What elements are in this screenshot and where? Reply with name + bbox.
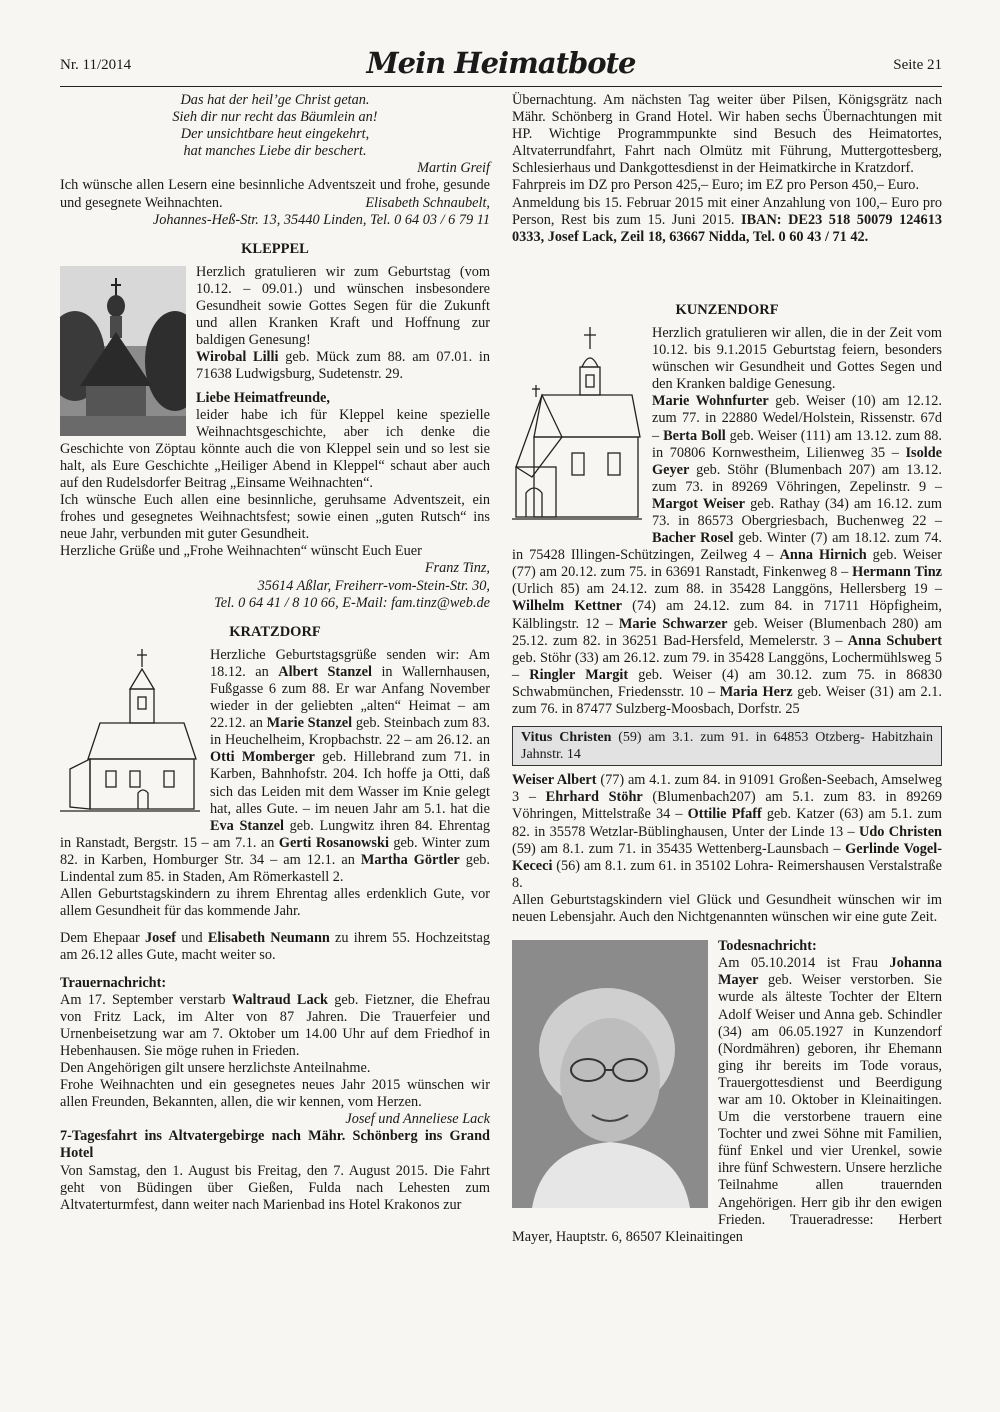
birthday-name: Margot Weiser <box>652 495 745 512</box>
birthday-name: Marie Stanzel <box>266 715 353 732</box>
kleppel-church-photo <box>60 266 186 436</box>
obituary-photo <box>512 940 708 1208</box>
section-title-kratzdorf: KRATZDORF <box>229 623 321 640</box>
trauer-p2: Den Angehörigen gilt unsere herzlichste Anteilnahme. <box>60 1059 371 1076</box>
spacer <box>512 246 942 290</box>
deceased-name: Waltraud Lack <box>231 991 328 1008</box>
text: geb. Winter (7) am 18.12. zum 74. in 75428 Illingen-Schützingen, Zeilweg 4 – <box>512 530 943 564</box>
page-number: Seite 21 <box>893 57 942 73</box>
birthday-name: Bacher Rosel <box>652 530 734 547</box>
text: geb. Weiser verstorben. Sie wurde als älteste Tochter der Eltern Adolf Weiser und Anna geb. Schindler (34) am 06.05.1927 in Kunzendorf (Nordmähren) geboren, ihr Ehemann ging ihr bereits im Tode voraus, Trauergottesdienst und Beerdigung war am 10. Oktober in Kleinaitingen. Um die verstorbene trauern eine Tochter und zwei Söhne mit Familien, fünf Enkel und vier Urenkel, sowie ihre fünf Schwestern. Unsere herzliche Teilnahme allen trauernden Angehörigen. Herr gib ihr den ewigen Frieden. Traueradresse: Herbert Mayer, Hauptstr. 6, 86507 Kleinaitingen <box>512 972 942 1245</box>
text: geb. Weiser (4) am 30.12. zum 75. in 86830 Schwabmünchen, Friedensstr. 10 – <box>512 666 942 700</box>
text: geb. Weiser (111) am 13.12. zum 88. in 70806 Kornwestheim, Lilienweg 35 – <box>652 427 942 461</box>
kleppel-letter-p2: Ich wünsche Euch allen eine besinnliche, geruhsame Adventszeit, ein frohes und gesegnetes Weihnachtsfest; sowie einen „guten Rutsch“ ins neue Jahr, verbunden mit guter Gesundheit. <box>60 492 490 543</box>
trauer-p3: Frohe Weihnachten und ein gesegnetes neues Jahr 2015 wünschen wir allen Freunden, Bekannten, allen, die wir kennen, vom Herzen. <box>60 1077 490 1111</box>
text: Herzliche Geburtstagsgrüße senden wir: Am 18.12. an <box>210 646 490 680</box>
text: geb. Katzer (63) am 5.1. zum 82. in 35578 Wetzlar-Büblinghausen, Unter der Linde 13 – <box>512 806 943 840</box>
greeting-signature: Elisabeth Schnaubelt, <box>365 194 490 211</box>
masthead-logo: Mein Heimatbote <box>366 46 636 80</box>
spacer <box>512 926 942 938</box>
text: in Wallernhausen, Fußgasse 6 zum 88. Er war Anfang November wieder in der geliebten „alten“ Heimat – am 22.12. an <box>210 663 491 732</box>
text: (74) am 24.12. zum 84. in 71711 Höpfigheim, Kälblingstr. 12 – <box>512 598 942 632</box>
text: geb. Weiser (10) am 12.12. zum 77. in 22880 Wedel/Holstein, Rissenstr. 67d – <box>652 393 942 444</box>
text: Am 17. September verstarb <box>60 991 232 1008</box>
birthday-name: Anna Schubert <box>847 632 942 649</box>
text: geb. Winter zum 82. in Karben, Homburger Str. 34 – am 12.1. an <box>60 834 490 868</box>
birthday-name: Wirobal Lilli <box>196 349 279 366</box>
text: geb. Lindental zum 85. in Staden, Am Römerkastell 2. <box>60 851 491 886</box>
kleppel-letter-heading: Liebe Heimatfreunde, <box>196 389 330 406</box>
birthday-name: Gerlinde Vogel-Kececi <box>512 840 942 874</box>
kleppel-sig-contact: Tel. 0 64 41 / 8 10 66, E-Mail: fam.tinz@web.de <box>214 594 490 611</box>
section-title-kunzendorf: KUNZENDORF <box>675 301 779 318</box>
text: Anmeldung bis 15. Februar 2015 mit einer Anzahlung von 100,– Euro pro Person, Rest bis zum 15. Juni 2015. <box>512 194 942 228</box>
birthday-name: Ottilie Pfaff <box>687 806 762 823</box>
church-photo-icon <box>60 266 186 436</box>
kratzdorf-anniversary <box>60 930 490 964</box>
text: geb. Stöhr (33) am 26.12. zum 79. in 35428 Langgöns, Lochermühlsweg 5 – <box>512 649 942 683</box>
text: geb. Stöhr (Blumenbach 207) am 13.12. zum 73. in 89269 Vöhringen, Zepelinstr. 9 – <box>652 461 942 495</box>
text: geb. Fietzner, die Ehefrau von Fritz Lack, im Alter von 87 Jahren. Die Trauerfeier und Urnenbeisetzung war am 7. Oktober um 14.00 Uhr auf dem Friedhof in Hebenhausen. Sie möge ruhen in Frieden. <box>60 991 490 1059</box>
text: geb. Hillebrand zum 71. in Karben, Bahnhofstr. 204. Ich hoffe ja Otti, daß sich das Leiden mit dem Wasser im Knie gelegt hat, alles Gute. – im neuen Jahr am 5.1. hat die <box>210 749 490 817</box>
page-header <box>60 46 942 87</box>
kratzdorf-church-drawing <box>60 649 200 819</box>
greeting-address: Johannes-Heß-Str. 13, 35440 Linden, Tel. 0 64 03 / 6 79 11 <box>152 211 490 228</box>
birthday-name: Vitus Christen <box>521 730 612 746</box>
trauer-p1 <box>60 992 490 1060</box>
trip-registration <box>512 195 942 246</box>
portrait-photo-icon <box>512 940 708 1208</box>
poem-line: hat manches Liebe dir beschert. <box>183 143 367 160</box>
kunzendorf-closing: Allen Geburtstagskindern viel Glück und Gesundheit wünschen wir im neuen Lebensjahr. Auch den Nichtgenannten wünschen wir eine gute Zeit. <box>512 891 942 926</box>
greeting-body: Ich wünsche allen Lesern eine besinnliche Adventszeit und frohe, gesunde und gesegnete Weihnachten. <box>60 177 490 211</box>
text: (59) am 8.1. zum 71. in 35435 Wettenberg-Launsbach – <box>512 840 846 857</box>
left-column <box>60 92 490 1214</box>
church-drawing-icon <box>60 649 200 819</box>
birthday-name: Marie Wohnfurter <box>652 393 769 410</box>
text: (Urlich 85) am 24.12. zum 88. in 35428 Langgöns, Hellersberg 19 – <box>512 581 942 598</box>
kratzdorf-closing: Allen Geburtstagskindern zu ihrem Ehrentag alles erdenklich Gute, vor allem Gesundheit für das kommende Jahr. <box>60 886 490 920</box>
text: Am 05.10.2014 ist Frau <box>718 955 890 972</box>
deceased-name: Johanna Mayer <box>718 955 942 989</box>
birthday-name: Berta Boll <box>663 427 726 444</box>
right-column <box>512 92 942 1246</box>
birthday-name: Marie Schwarzer <box>618 615 728 632</box>
trauer-signature: Josef und Anneliese Lack <box>345 1111 490 1128</box>
trip-heading: 7-Tagesfahrt ins Altvatergebirge nach Mähr. Schönberg ins Grand Hotel <box>60 1128 490 1162</box>
trip-price: Fahrpreis im DZ pro Person 425,– Euro; im EZ pro Person 450,– Euro. <box>512 177 920 194</box>
poem <box>60 92 490 177</box>
text: geb. Steinbach zum 83. in Heuchelheim, Kropbachstr. 22 – am 26.12. an <box>210 715 490 749</box>
text: geb. Weiser (31) am 2.1. zum 76. in 87477 Sulzberg-Moosbach, Dorfstr. 25 <box>512 683 942 717</box>
poem-line: Sieh dir nur recht das Bäumlein an! <box>172 109 378 126</box>
birthday-name: Hermann Tinz <box>852 564 942 581</box>
text: (56) am 8.1. zum 61. in 35102 Lohra- Reimershausen Verstalstraße 8. <box>512 857 942 891</box>
section-title-kleppel: KLEPPEL <box>241 240 309 257</box>
trip-p1-continued: Übernachtung. Am nächsten Tag weiter über Pilsen, Königsgrätz nach Mähr. Schönberg in Grand Hotel. Wir haben sechs Übernachtungen mit HP. Wichtige Programmpunkte sind Besuch des Heimatortes, Altvaterrundfahrt, Fahrt nach Olmütz mit Führung, Muttergottesberg, Schlesierhaus und Dankgottesdienst in der Heimatkirche in Kratzdorf. <box>512 92 942 177</box>
text: geb. Rathay (34) am 16.12. zum 73. in 86573 Obergriesbach, Buchenweg 22 – <box>652 495 942 529</box>
kunzendorf-intro: Herzlich gratulieren wir allen, die in der Zeit vom 10.12. bis 9.1.2015 Geburtstag feiern, besonders wünschen wir Gesundheit und Gottes Segen und den Kranken baldige Genesung. <box>652 324 942 393</box>
highlight-box <box>512 726 942 766</box>
kunzendorf-birthdays-january <box>512 772 942 892</box>
poem-author: Martin Greif <box>417 160 490 177</box>
text: (59) am 3.1. zum 91. in 64853 Otzberg- Habitzhain Jahnstr. 14 <box>521 730 933 763</box>
church-drawing-icon <box>512 327 642 532</box>
text: zu ihrem 55. Hochzeitstag am 26.12 alles Gute, macht weiter so. <box>60 930 491 964</box>
greeting-text <box>60 177 490 211</box>
obituary-heading: Todesnachricht: <box>718 938 817 955</box>
text: (77) am 4.1. zum 84. in 91091 Großen-Seebach, Amselweg 3 – <box>512 772 943 806</box>
kleppel-letter-p1: leider habe ich für Kleppel keine spezielle Weihnachtsgeschichte, aber ich denke die Geschichte von Zöptau könnte auch die von Kleppel sein und so lest sie halt, als Eure Geschichte „Heiliger Abend in Kleppel“ schaut aber auch auf den Rudelsdorfer Beitrag „Einsame Weihnachten“. <box>60 406 490 491</box>
text: und <box>176 930 208 947</box>
birthday-name: Wilhelm Kettner <box>512 598 622 615</box>
kleppel-signature: Franz Tinz, <box>424 560 490 577</box>
text: (Blumenbach207) am 5.1. zum 83. in 89269 Vöhringen, Mittelstraße 34 – <box>512 789 942 823</box>
poem-line: Das hat der heil’ge Christ getan. <box>180 92 370 108</box>
birthday-name: Ringler Margit <box>529 666 629 683</box>
text: geb. Weiser (77) am 20.12. zum 75. in 63691 Ranstadt, Finkenweg 8 – <box>512 547 942 581</box>
kleppel-sig-address: 35614 Aßlar, Freiherr-vom-Stein-Str. 30, <box>257 577 490 594</box>
birthday-name: Martha Görtler <box>360 851 460 868</box>
bank-details: IBAN: DE23 518 50079 124613 0333, Josef Lack, Zeil 18, 63667 Nidda, Tel. 0 60 43 / 71 42. <box>512 211 943 245</box>
text: geb. Weiser (Blumenbach 280) am 25.12. zum 82. in 36251 Bad-Hersfeld, Memelerstr. 3 – <box>512 615 942 649</box>
birthday-name: Gerti Rosanowski <box>278 834 389 851</box>
couple-name: Elisabeth Neumann <box>207 930 330 947</box>
birthday-name: Udo Christen <box>859 823 942 840</box>
birthday-name: Otti Momberger <box>210 749 315 766</box>
kleppel-intro: Herzlich gratulieren wir zum Geburtstag (vom 10.12. – 09.01.) und wünschen insbesondere Gesundheit sowie Gottes Segen für die Zukunft und allen Kranken Kraft und Hoffnung zur baldigen Genesung! <box>196 263 490 349</box>
birthday-name: Isolde Geyer <box>652 444 942 478</box>
birthday-name: Anna Hirnich <box>779 547 867 564</box>
kleppel-letter-p3: Herzliche Grüße und „Frohe Weihnachten“ wünscht Euch Euer <box>60 543 422 560</box>
trip-p1: Von Samstag, den 1. August bis Freitag, den 7. August 2015. Die Fahrt geht von Büdingen über Gießen, Fulda nach Lehesten zum Altvaterturmfest, dann weiter nach Marienbad ins Hotel Krakonos zur <box>60 1162 490 1213</box>
birthday-name: Albert Stanzel <box>278 663 372 680</box>
poem-line: Der unsichtbare heut eingekehrt, <box>180 126 370 143</box>
trauer-heading: Trauernachricht: <box>60 974 167 991</box>
issue-number: Nr. 11/2014 <box>60 57 132 73</box>
birthday-name: Maria Herz <box>719 683 793 700</box>
couple-name: Josef <box>145 930 176 947</box>
birthday-name: Eva Stanzel <box>210 817 284 834</box>
birthday-name: Weiser Albert <box>512 772 597 789</box>
kunzendorf-church-drawing <box>512 327 642 532</box>
birthday-name: Ehrhard Stöhr <box>545 789 643 806</box>
text: geb. Lungwitz ihren 84. Ehrentag in Ranstadt, Bergstr. 15 – am 7.1. an <box>60 817 490 851</box>
birthday-details: geb. Mück zum 88. am 07.01. in 71638 Ludwigsburg, Sudetenstr. 29. <box>196 349 490 383</box>
text: Dem Ehepaar <box>60 930 146 947</box>
